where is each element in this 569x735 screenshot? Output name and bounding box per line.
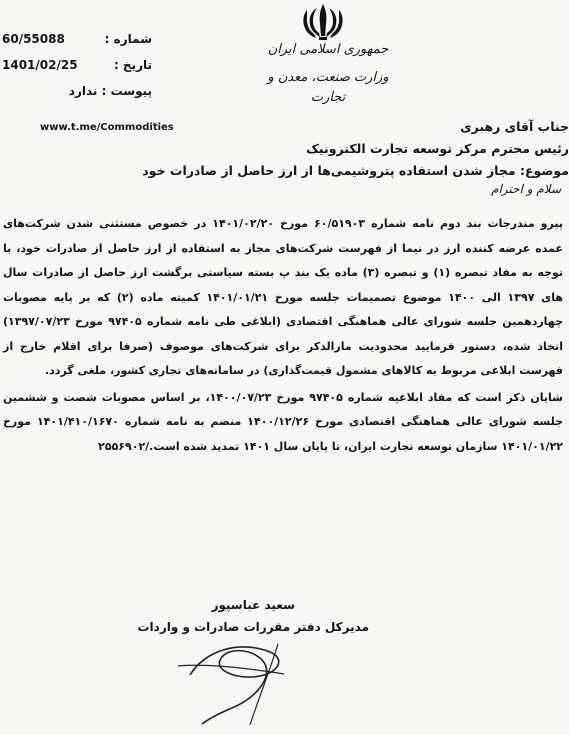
letter-header <box>142 116 569 182</box>
subject: موضوع: مجاز شدن استفاده پتروشیمی‌ها از ارز حاصل از صادرات خود <box>142 163 569 178</box>
number-row <box>2 26 152 52</box>
letter-date-label: تاریخ : <box>113 58 152 72</box>
handwritten-signature <box>160 580 300 725</box>
signer-name: سعید عباسپور <box>211 598 295 612</box>
recipient: جناب آقای رهبری <box>460 119 569 134</box>
ministry-title: وزارت صنعت، معدن و تجارت <box>267 70 389 105</box>
signer-title: مدیرکل دفتر مقررات صادرات و واردات <box>137 620 369 634</box>
letter-number-label: شماره : <box>104 32 152 46</box>
greeting: سلام و احترام <box>491 182 561 196</box>
letter-meta <box>2 26 152 104</box>
body-paragraph-1: پیرو مندرجات بند دوم نامه شماره ۶۰/۵۱۹۰۳ مورخ ۱۴۰۱/۰۲/۲۰ در خصوص مستثنی شدن شرکت‌های عمده عرضه کننده ارز در نیما از فهرست شرکت‌های مجاز به استفاده از ارز حاصل از صادرات خود، با توجه به مفاد تبصره (۱) و تبصره (۳) ماده یک بند پ بسته سیاستی برگشت ارز حاصل از صادرات سال های ۱۳۹۷ الی ۱۴۰۰ موضوع تصمیمات جلسه مورخ ۱۴۰۱/۰۱/۲۱ کمیته ماده (۲) که بر پایه مصوبات چهاردهمین جلسه شورای عالی هماهنگی اقتصادی (ابلاغی طی نامه شماره ۹۷۴۰۵ مورخ ۱۳۹۷/۰۷/۲۳) اتخاذ شده، دستور فرمایید محدودیت مارالذکر برای شرکت‌های موصوف (صرفا برای اقلام خارج از فهرست ابلاغی مربوط به کالاهای مشمول قیمت‌گذاری) در سامانه‌های تجاری کشور، ملغی گردد. <box>3 217 563 377</box>
date-row <box>2 52 152 78</box>
letter-body <box>3 212 563 459</box>
telegram-link[interactable]: www.t.me/Commodities <box>40 122 174 133</box>
attachment-row <box>2 78 152 104</box>
iran-emblem-icon <box>293 2 353 42</box>
body-paragraph-2: شایان ذکر است که مفاد ابلاغیه شماره ۹۷۴۰۵ مورخ ۱۴۰۰/۰۷/۲۳، بر اساس مصوبات شصت و ششمین جلسه شورای عالی هماهنگی اقتصادی مورخ ۱۴۰۰/۱۲/۲۶ منضم به نامه شماره ۱۴۰۱/۴۱۰/۱۶۷۰ مورخ ۱۴۰۱/۰۱/۲۲ سازمان توسعه تجارت ایران، تا پایان سال ۱۴۰۱ تمدید شده است./۲۵۵۶۹۰۲ <box>3 390 564 453</box>
recipient-title: رئیس محترم مرکز توسعه تجارت الکترونیک <box>306 141 569 156</box>
republic-title: جمهوری اسلامی ایران <box>267 42 389 57</box>
letter-attachment: پیوست : ندارد <box>68 84 152 98</box>
letter-date: 1401/02/25 <box>2 58 78 72</box>
letterhead <box>258 40 398 108</box>
letter-number: 60/55088 <box>2 32 65 46</box>
